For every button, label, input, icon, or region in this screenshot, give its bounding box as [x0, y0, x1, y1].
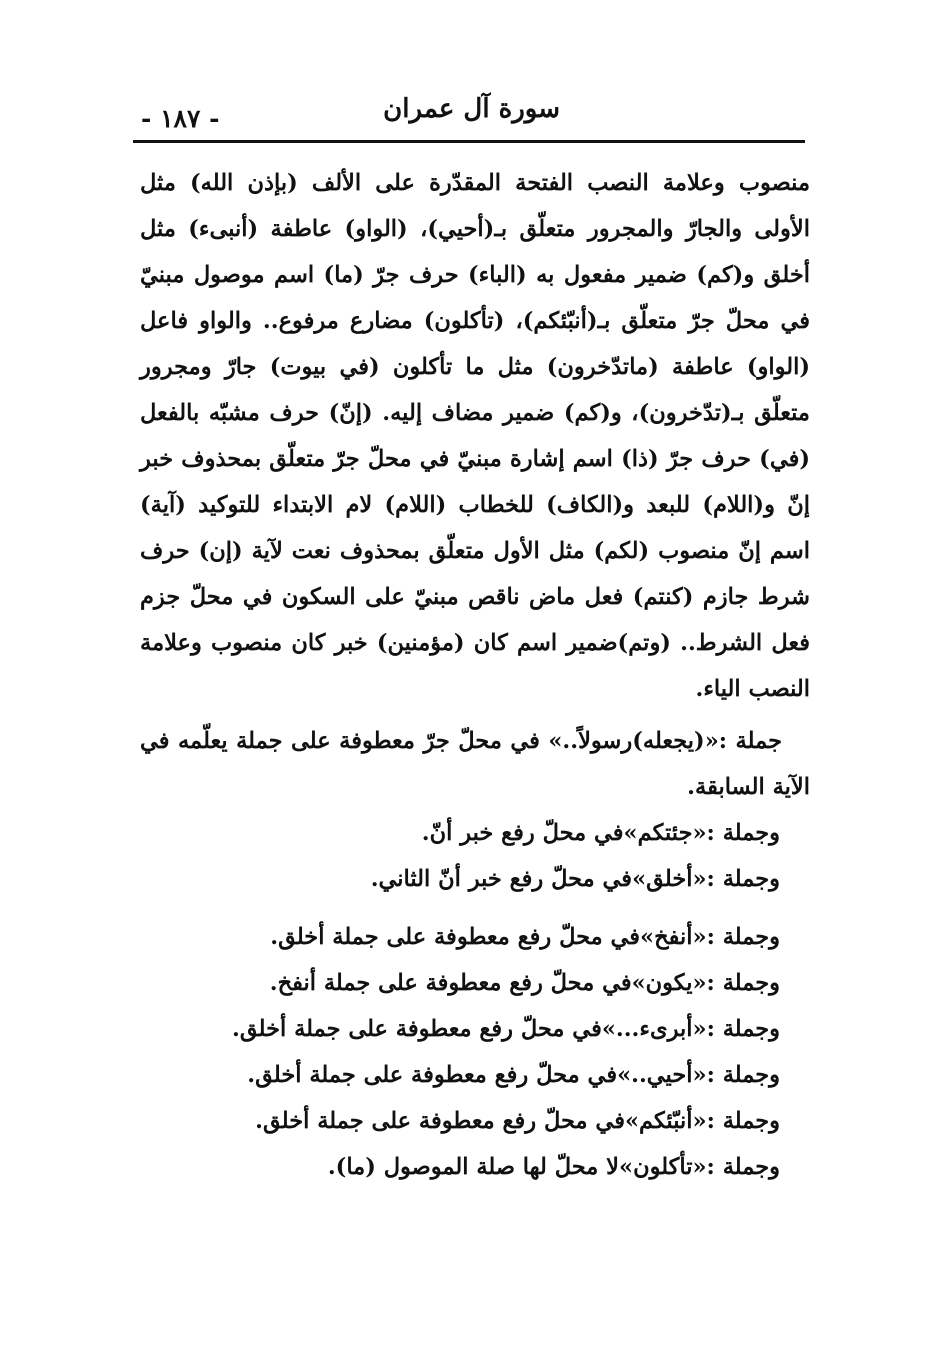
sentence-item: وجملة :«أنفخ»في محلّ رفع معطوفة على جملة أخلق.	[270, 924, 780, 950]
body-text	[140, 160, 810, 1190]
page-number: - ١٨٧ -	[141, 104, 220, 133]
sentence-list	[140, 810, 810, 1190]
page-header	[133, 92, 805, 138]
sentence-item: وجملة :«جئتكم»في محلّ رفع خبر أنّ.	[421, 820, 780, 846]
header-rule	[133, 140, 805, 143]
sentence-item: وجملة :«أحيي..»في محلّ رفع معطوفة على جملة أخلق.	[247, 1062, 780, 1088]
sentence-paragraph: جملة :«(يجعله)رسولاً..» في محلّ جرّ معطوفة على جملة يعلّمه في الآية السابقة.	[140, 728, 810, 800]
surah-title: سورة آل عمران	[383, 94, 560, 124]
sentence-item: وجملة :«أبرىء...»في محلّ رفع معطوفة على جملة أخلق.	[232, 1016, 780, 1042]
sentence-item: وجملة :«أنبّئكم»في محلّ رفع معطوفة على جملة أخلق.	[255, 1108, 780, 1134]
parsing-paragraph: منصوب وعلامة النصب الفتحة المقدّرة على الألف (بإذن الله) مثل الأولى والجارّ والمجرور متعلّق بـ(أحيي)، (الواو) عاطفة (أنبىء) مثل أخلق و(كم) ضمير مفعول به (الباء) حرف جرّ (ما) اسم موصول مبنيّ في محلّ جرّ متعلّق بـ(أنبّئكم)، (تأكلون) مضارع مرفوع.. والواو فاعل (الواو) عاطفة (ماتدّخرون) مثل ما تأكلون (في بيوت) جارّ ومجرور متعلّق بـ(تدّخرون)، و(كم) ضمير مضاف إليه. (إنّ) حرف مشبّه بالفعل (في) حرف جرّ (ذا) اسم إشارة مبنيّ في محلّ جرّ متعلّق بمحذوف خبر إنّ و(اللام) للبعد و(الكاف) للخطاب (اللام) لام الابتداء للتوكيد (آية) اسم إنّ منصوب (لكم) مثل الأول متعلّق بمحذوف نعت لآية (إن) حرف شرط جازم (كنتم) فعل ماض ناقص مبنيّ على السكون في محلّ جزم فعل الشرط.. (وتم)ضمير اسم كان (مؤمنين) خبر كان منصوب وعلامة النصب الياء.	[140, 170, 811, 702]
sentence-item: وجملة :«يكون»في محلّ رفع معطوفة على جملة أنفخ.	[269, 970, 780, 996]
sentence-item: وجملة :«أخلق»في محلّ رفع خبر أنّ الثاني.	[370, 866, 780, 892]
sentence-item: وجملة :«تأكلون»لا محلّ لها صلة الموصول (ما).	[327, 1154, 780, 1180]
